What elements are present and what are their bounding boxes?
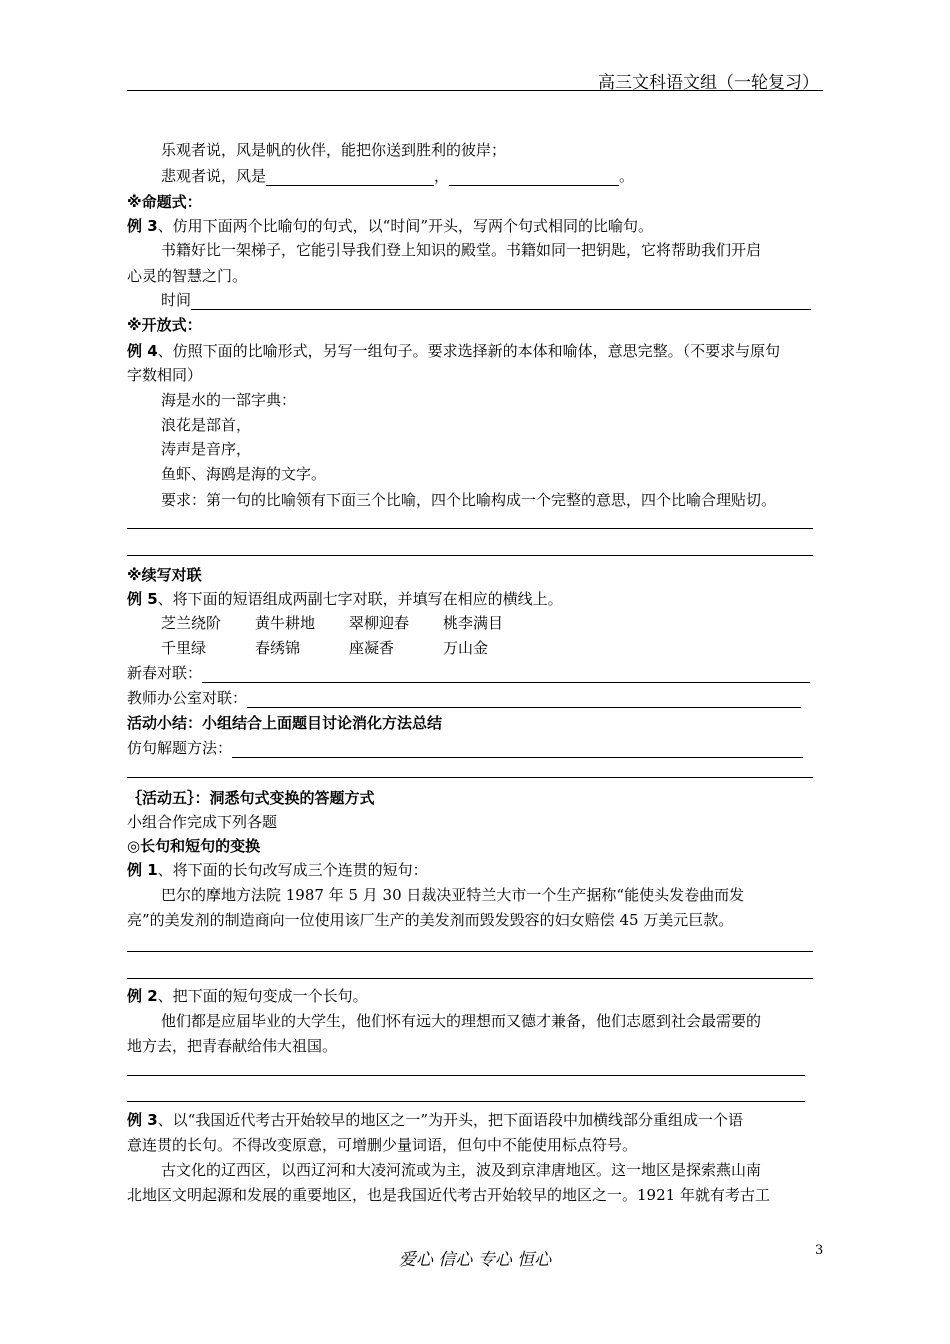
answer-blank[interactable] [232, 742, 803, 758]
answer-line[interactable] [127, 1075, 805, 1076]
c-example-2-line [127, 986, 368, 1006]
phrase: 桃李满目 [443, 614, 504, 632]
answer-blank[interactable] [449, 170, 619, 186]
example-label: 例 1 [127, 861, 158, 879]
sea-line: 海是水的一部字典： [161, 391, 297, 409]
time-prefix: 时间 [161, 291, 192, 309]
example-label: 例 5 [127, 590, 158, 608]
phrase: 春绣锦 [255, 639, 301, 657]
sea-line: 鱼虾、海鸥是海的文字。 [161, 465, 327, 483]
example-text: 、把下面的短句变成一个长句。 [157, 987, 368, 1005]
answer-line[interactable] [127, 528, 813, 529]
example-text: 、将下面的长句改写成三个连贯的短句： [157, 861, 428, 879]
answer-blank[interactable] [247, 692, 801, 708]
jiaoshi-label: 教师办公室对联： [127, 689, 248, 707]
example-text: 、将下面的短语组成两副七字对联，并填写在相应的横线上。 [157, 590, 563, 608]
example-label: 例 2 [127, 987, 158, 1005]
phrase-row [161, 638, 537, 658]
answer-line[interactable] [127, 1101, 805, 1102]
phrase: 千里绿 [161, 639, 207, 657]
answer-line[interactable] [127, 978, 813, 979]
header-title: 高三文科语文组（一轮复习） [598, 73, 819, 93]
paragraph-line: 古文化的辽西区，以西辽河和大凌河流或为主，波及到京津唐地区。这一地区是探索燕山南 [161, 1161, 762, 1179]
requirement-line: 要求：第一句的比喻领有下面三个比喻，四个比喻构成一个完整的意思，四个比喻合理贴切。 [161, 491, 777, 509]
paragraph-line: 他们都是应届毕业的大学生，他们怀有远大的理想而又德才兼备，他们志愿到社会最需要的 [161, 1012, 762, 1030]
activity-5-heading: ｛活动五｝：洞悉句式变换的答题方式 [127, 789, 375, 807]
xinchun-line [127, 663, 810, 683]
page-header [127, 68, 823, 91]
comma: ， [434, 167, 450, 185]
example-text: 、以“我国近代考古开始较早的地区之一”为开头，把下面语段中加横线部分重组成一个语 [157, 1111, 744, 1129]
phrase: 翠柳迎春 [349, 614, 410, 632]
c-example-3-line [127, 1110, 743, 1130]
fangju-label: 仿句解题方法： [127, 739, 233, 757]
phrase: 黄牛耕地 [255, 614, 316, 632]
phrase: 芝兰绕阶 [161, 614, 222, 632]
fangju-line [127, 738, 803, 758]
group-line: 小组合作完成下列各题 [127, 813, 278, 831]
example-4-line [127, 341, 780, 361]
pessimist-prefix: 悲观者说，风是 [161, 167, 267, 185]
paragraph-line: 北地区文明起源和发展的重要地区，也是我国近代考古开始较早的地区之一。1921 年就有考古工 [127, 1186, 770, 1204]
sea-line: 浪花是部首， [161, 416, 252, 434]
page-number: 3 [815, 1243, 824, 1258]
c-example-1-line [127, 860, 428, 880]
example-label: 例 3 [127, 1111, 158, 1129]
paragraph-line: 亮”的美发剂的制造商向一位使用该厂生产的美发剂而毁发毁容的妇女赔偿 45 万美元巨款。 [127, 911, 734, 929]
paragraph-line: 巴尔的摩地方法院 1987 年 5 月 30 日裁决亚特兰大市一个生产据称“能使头发卷曲而发 [161, 886, 745, 904]
example-5-line [127, 589, 563, 609]
example-text: 、仿用下面两个比喻句的句式，以“时间”开头，写两个句式相同的比喻句。 [157, 217, 654, 235]
answer-line[interactable] [127, 951, 813, 952]
answer-line[interactable] [127, 555, 813, 556]
heading-kaifang: ※开放式： [127, 316, 202, 334]
optimist-line: 乐观者说，风是帆的伙伴，能把你送到胜利的彼岸； [161, 141, 507, 159]
paragraph-line: 书籍好比一架梯子，它能引导我们登上知识的殿堂。书籍如同一把钥匙，它将帮助我们开启 [161, 241, 762, 259]
pessimist-line [161, 166, 634, 186]
phrase: 座凝香 [349, 639, 395, 657]
answer-line[interactable] [127, 777, 813, 778]
answer-blank[interactable] [191, 294, 811, 310]
sea-line: 涛声是音序， [161, 440, 252, 458]
footer-motto: 爱心 信心 专心 恒心 [398, 1250, 552, 1270]
example-label: 例 3 [127, 217, 158, 235]
time-line [161, 290, 811, 310]
phrase-row [161, 613, 537, 633]
paragraph-line: 心灵的智慧之门。 [127, 267, 248, 285]
paragraph-line: 地方去，把青春献给伟大祖国。 [127, 1037, 338, 1055]
paragraph-line: 字数相同） [127, 366, 203, 384]
heading-long-short: ◎长句和短句的变换 [127, 837, 261, 855]
paragraph-line: 意连贯的长句。不得改变原意，可增删少量词语，但句中不能使用标点符号。 [127, 1136, 638, 1154]
heading-mingti: ※命题式： [127, 193, 202, 211]
summary-heading: 活动小结：小组结合上面题目讨论消化方法总结 [127, 714, 443, 732]
phrase: 万山金 [443, 639, 489, 657]
answer-blank[interactable] [266, 170, 434, 186]
example-text: 、仿照下面的比喻形式，另写一组句子。要求选择新的本体和喻体，意思完整。（不要求与原句 [157, 342, 781, 360]
example-3-line [127, 216, 653, 236]
period: 。 [619, 167, 635, 185]
heading-xuxie: ※续写对联 [127, 566, 202, 584]
example-label: 例 4 [127, 342, 158, 360]
jiaoshi-line [127, 688, 801, 708]
xinchun-label: 新春对联： [127, 664, 203, 682]
answer-blank[interactable] [202, 667, 810, 683]
